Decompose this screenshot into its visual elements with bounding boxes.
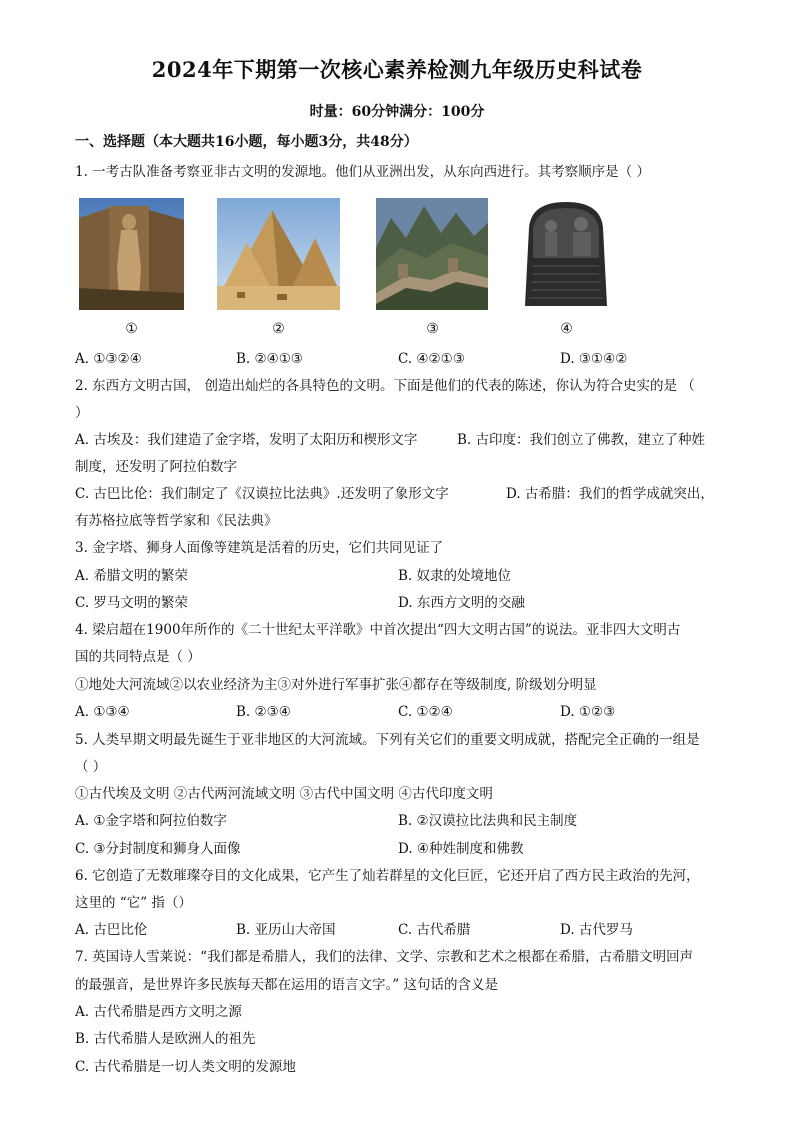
option-a[interactable]: A. ①金字塔和阿拉伯数字 (75, 813, 227, 829)
option-b[interactable]: B. ②③④ (236, 704, 291, 720)
question-6-stem: 这里的 “它” 指（） (75, 895, 192, 911)
section-heading: 一、选择题（本大题共16小题，每小题3分，共48分） (75, 134, 418, 150)
great-wall-image (376, 198, 488, 310)
option-c[interactable]: C. 古巴比伦：我们制定了《汉谟拉比法典》.还发明了象形文字 (75, 486, 449, 502)
image-caption: ④ (560, 321, 573, 337)
option-b[interactable]: B. 亚历山大帝国 (236, 922, 336, 938)
option-a[interactable]: A. 希腊文明的繁荣 (75, 568, 188, 584)
question-4-stem: 国的共同特点是（ ） (75, 649, 201, 665)
option-c[interactable]: C. 古代希腊 (398, 922, 471, 938)
question-5-stem: （ ） (75, 759, 107, 775)
image-caption: ② (272, 321, 285, 337)
option-c[interactable]: C. ④②①③ (398, 351, 465, 367)
option-b-continued: 制度，还发明了阿拉伯数字 (75, 459, 237, 475)
pyramids-image (217, 198, 340, 310)
option-c[interactable]: C. 罗马文明的繁荣 (75, 595, 188, 611)
question-7-stem: 7. 英国诗人雪莱说：“我们都是希腊人，我们的法律、文学、宗教和艺术之根都在希腊，古希腊文明回声 (75, 949, 694, 965)
option-d[interactable]: D. 东西方文明的交融 (398, 595, 525, 611)
option-a[interactable]: A. 古埃及：我们建造了金字塔，发明了太阳历和楔形文字 (75, 432, 418, 448)
option-a[interactable]: A. 古巴比伦 (75, 922, 148, 938)
option-d-continued: 有苏格拉底等哲学家和《民法典》 (75, 513, 278, 529)
hammurabi-stele-image (517, 198, 615, 310)
question-5-stem: 5. 人类早期文明最先诞生于亚非地区的大河流域。下列有关它们的重要文明成就，搭配完全正确的一组是 (75, 732, 700, 748)
exam-time-score: 时量：60分钟满分：100分 (309, 104, 485, 120)
image-caption: ③ (426, 321, 439, 337)
option-d[interactable]: D. ①②③ (560, 704, 616, 720)
question-4-stem: 4. 梁启超在1900年所作的《二十世纪太平洋歌》中首次提出“四大文明古国”的说法。亚非四大文明古 (75, 622, 681, 638)
question-5-items: ①古代埃及文明 ②古代两河流域文明 ③古代中国文明 ④古代印度文明 (75, 786, 493, 802)
option-d[interactable]: D. ③①④② (560, 351, 628, 367)
question-4-items: ①地处大河流域②以农业经济为主③对外进行军事扩张④都存在等级制度, 阶级划分明显 (75, 677, 597, 693)
option-b[interactable]: B. 奴隶的处境地位 (398, 568, 512, 584)
question-7-stem: 的最强音，是世界许多民族每天都在运用的语言文字。” 这句话的含义是 (75, 977, 498, 993)
option-a[interactable]: A. ①③②④ (75, 351, 142, 367)
option-c[interactable]: C. ①②④ (398, 704, 453, 720)
question-2-stem: 2. 东西方文明古国， 创造出灿烂的各具特色的文明。下面是他们的代表的陈述，你认为符合史实的是 （ (75, 378, 695, 394)
option-b[interactable]: B. 古印度：我们创立了佛教，建立了种姓 (457, 432, 706, 448)
option-a[interactable]: A. ①③④ (75, 704, 130, 720)
question-6-stem: 6. 它创造了无数璀璨夺目的文化成果，它产生了灿若群星的文化巨匠，它还开启了西方民主政治的先河， (75, 868, 700, 884)
option-d[interactable]: D. 古希腊：我们的哲学成就突出， (506, 486, 714, 502)
option-c[interactable]: C. ③分封制度和狮身人面像 (75, 841, 241, 857)
option-b[interactable]: B. ②④①③ (236, 351, 303, 367)
option-c[interactable]: C. 古代希腊是一切人类文明的发源地 (75, 1059, 296, 1075)
image-caption: ① (125, 321, 138, 337)
page-title: 2024年下期第一次核心素养检测九年级历史科试卷 (151, 57, 643, 82)
question-1-stem: 1. 一考古队准备考察亚非古文明的发源地。他们从亚洲出发，从东向西进行。其考察顺序是（ ） (75, 164, 650, 180)
option-d[interactable]: D. 古代罗马 (560, 922, 633, 938)
option-b[interactable]: B. ②汉谟拉比法典和民主制度 (398, 813, 578, 829)
question-2-stem: ） (75, 405, 89, 421)
option-b[interactable]: B. 古代希腊人是欧洲人的祖先 (75, 1031, 256, 1047)
option-a[interactable]: A. 古代希腊是西方文明之源 (75, 1004, 242, 1020)
question-3-stem: 3. 金字塔、狮身人面像等建筑是活着的历史，它们共同见证了 (75, 540, 444, 556)
option-d[interactable]: D. ④种姓制度和佛教 (398, 841, 524, 857)
buddha-statue-image (79, 198, 184, 310)
